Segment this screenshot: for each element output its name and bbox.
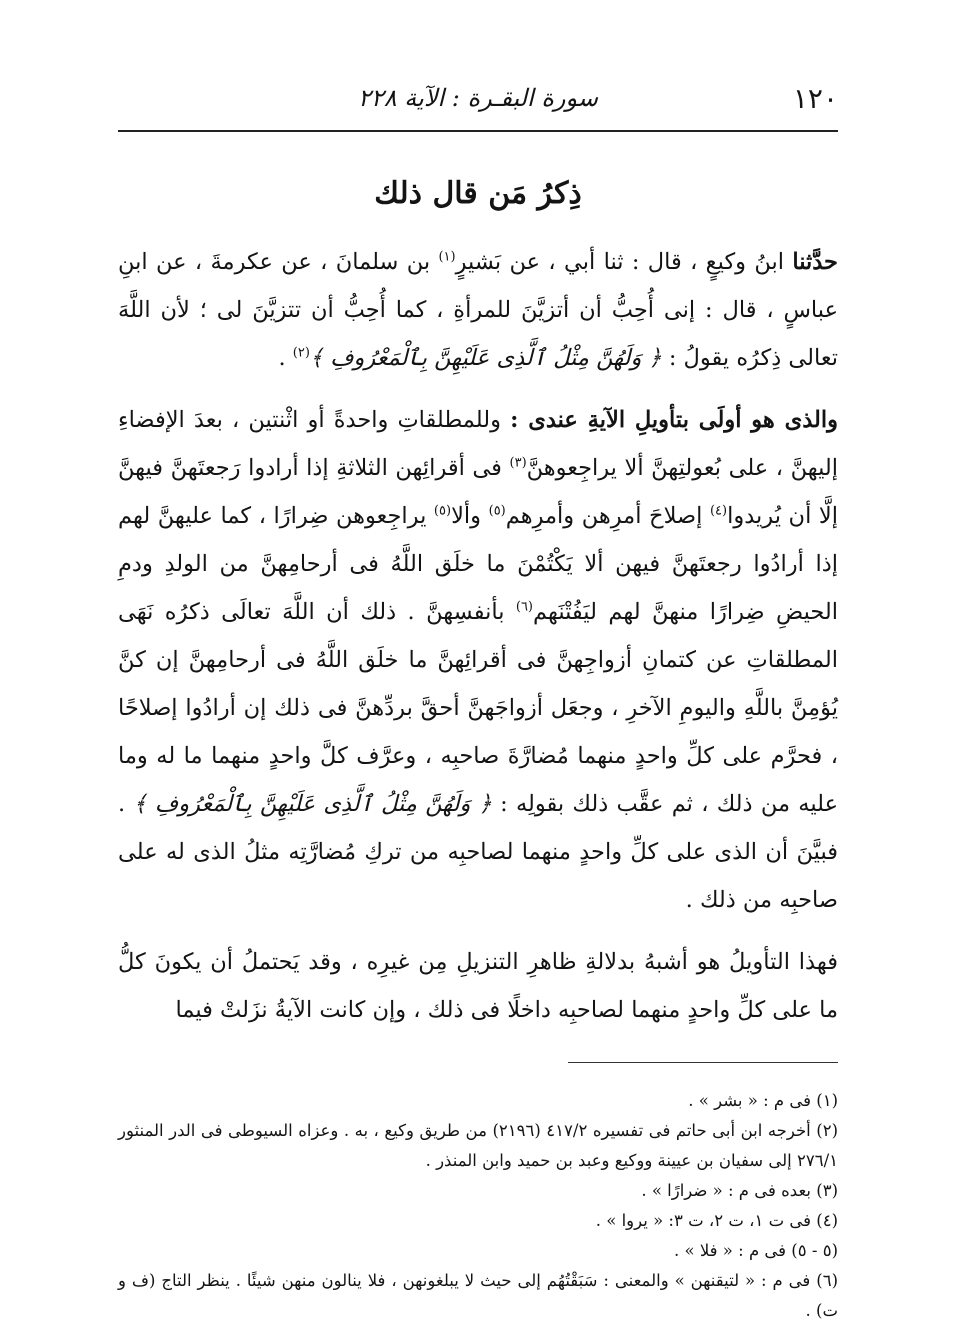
- footnote-6: (٦) فى م : « لتيقنهن » والمعنى : سَبَقْتُهُم إلى حيث لا يبلغونهن ، فلا ينالون منهن شيئًا . ينظر التاج (ف و ت) .: [118, 1271, 838, 1320]
- running-head: سورة البقـرة : الآية ٢٢٨: [357, 84, 599, 112]
- section-title: ذِكرُ مَن قال ذلك: [374, 176, 582, 211]
- text-run: . فبيَّنَ أن الذى على كلِّ واحدٍ منهما لصاحبِه من تركِ مُضارَّتِه مثلُ الذى له على صاحبِه من ذلك .: [118, 791, 838, 913]
- text-run: يراجِعوهن ضِرارًا ، كما عليهنَّ لهم إذا أرادُوا رجعتَهنَّ فيهن ألا يَكْتُمْنَ ما خلَق اللَّهُ فى أرحامِهنَّ من الولدِ ودمِ الحيضِ ضِرارًا منهنَّ لهم ليَفُتْنَهم: [118, 503, 839, 625]
- footnote-ref: (٢): [292, 345, 310, 361]
- main-text: [118, 238, 838, 1048]
- footnote-ref: (٦): [515, 599, 533, 615]
- footnote-rule: [568, 1062, 838, 1063]
- footnote-3: (٣) بعده فى م : « ضرارًا » .: [641, 1181, 838, 1200]
- footnote-ref: (٤): [709, 503, 728, 519]
- paragraph-1: [118, 238, 838, 382]
- quran-quote: ﴿ وَلَهُنَّ مِثْلُ ٱلَّذِى عَلَيْهِنَّ بِٱلْمَعْرُوفِ ﴾: [309, 345, 662, 371]
- lead-word: حدَّثنا: [792, 249, 838, 275]
- footnote-2: (٢) أخرجه ابن أبى حاتم فى تفسيره ٤١٧/٢ (٢١٩٦) من طريق وكيع ، به . وعزاه السيوطى فى الدر المنثور ٢٧٦/١ إلى سفيان بن عيينة ووكيع وعبد بن حميد وابن المنذر .: [118, 1121, 839, 1170]
- header-rule: [118, 130, 838, 132]
- paragraph-2: [118, 396, 838, 924]
- footnote-ref: (٥): [433, 503, 452, 519]
- footnote-ref: (٥): [488, 503, 506, 519]
- text-run: وألا: [451, 503, 489, 529]
- text-run: فى أقرائِهن الثلاثةِ إذا أرادوا رَجعتَهنَّ فيهنَّ إلَّا أن يُريدوا: [118, 455, 838, 529]
- footnotes: [118, 1086, 838, 1326]
- quran-quote: ﴿ وَلَهُنَّ مِثْلُ ٱلَّذِى عَلَيْهِنَّ بِٱلْمَعْرُوفِ ﴾: [133, 791, 492, 817]
- text-run: وللمطلقاتِ واحدةً أو اثْنتين ، بعدَ الإفضاءِ إليهنَّ ، على بُعولتِهنَّ ألا يراجِعوهنَّ: [118, 407, 838, 481]
- footnote-ref: (٣): [509, 455, 527, 471]
- text-run: .: [278, 345, 293, 371]
- paragraph-3: فهذا التأويلُ هو أشبهُ بدلالةِ ظاهرِ التنزيلِ مِن غيرِه ، وقد يَحتملُ أن يكونَ كلُّ ما على كلِّ واحدٍ منهما لصاحبِه داخلًا فى ذلك ، وإن كانت الآيةُ نزَلتْ فيما: [118, 949, 838, 1023]
- text-run: بن سلمانَ ، عن عكرمةَ ، عن ابنِ عباسٍ ، قال : إنى أُحِبُّ أن أتزيَّنَ للمرأةِ ، كما أُحِبُّ أن تتزيَّنَ لى ؛ لأن اللَّهَ تعالى ذِكرُه يقولُ :: [118, 249, 838, 371]
- footnote-1: (١) فى م : « بشر » .: [688, 1091, 838, 1110]
- footnote-5: (٥ - ٥) فى م : « فلا » .: [674, 1241, 838, 1260]
- text-run: إصلاحَ أمرِهن وأمرِهم: [505, 503, 710, 529]
- footnote-ref: (١): [438, 249, 456, 265]
- text-run: بأنفسِهنَّ . ذلك أن اللَّهَ تعالَى ذكرُه نَهَى المطلقاتِ عن كتمانِ أزواجِهنَّ فى أقرائِهنَّ ما خلَق اللَّهُ فى أرحامِهنَّ إن كنَّ يُؤمِنَّ باللَّهِ واليومِ الآخرِ ، وجعَل أزواجَهنَّ أحقَّ بردِّهنَّ فى ذلك إن أرادُوا إصلاحًا ، فحرَّم على كلِّ واحدٍ منهما مُضارَّةَ صاحبِه ، وعرَّف كلَّ واحدٍ منهما ما له وما عليه من ذلك ، ثم عقَّب ذلك بقولِه :: [118, 599, 838, 817]
- page-number: ١٢٠: [792, 82, 838, 115]
- page-header: [118, 82, 838, 122]
- lead-phrase: والذى هو أولَى بتأويلِ الآيةِ عندى :: [510, 407, 838, 433]
- text-run: ابنُ وكيعٍ ، قال : ثنا أبي ، عن بَشيرٍ: [455, 249, 793, 275]
- footnote-4: (٤) فى ت ١، ت ٢، ت ٣: « يروا » .: [595, 1211, 838, 1230]
